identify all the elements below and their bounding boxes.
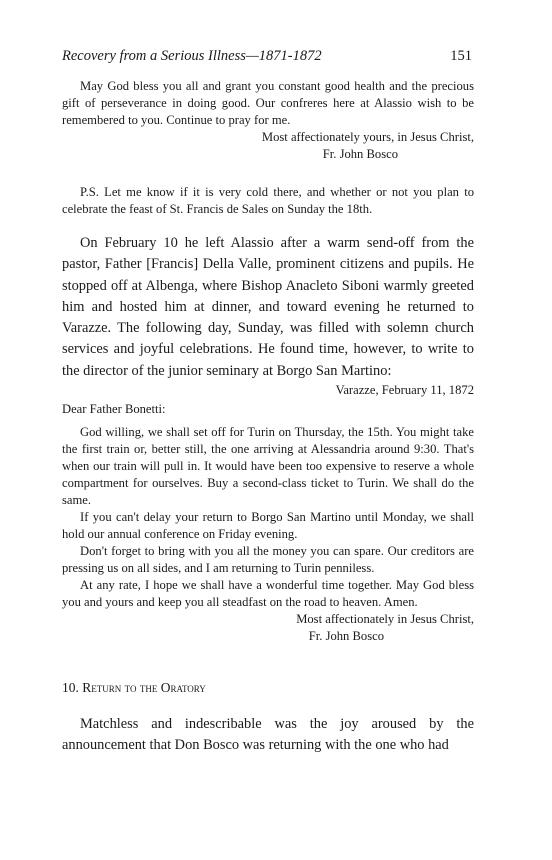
narrative — [62, 233, 474, 382]
letter-two-signoff — [62, 611, 474, 645]
running-header — [62, 48, 472, 65]
letter-two — [62, 382, 474, 645]
section-body — [62, 714, 474, 757]
section-title: Return to the Oratory — [82, 680, 206, 695]
section-paragraph: Matchless and indescribable was the joy aroused by the announcement that Don Bosco was returning with the one who had — [62, 716, 474, 754]
letter-one-signature: Fr. John Bosco — [322, 147, 398, 161]
letter-one-closing: Most affectionately yours, in Jesus Christ, — [261, 130, 474, 144]
postscript-text: P.S. Let me know if it is very cold there, and whether or not you plan to celebrate the feast of St. Francis de Sales on Sunday the 18th. — [62, 185, 474, 216]
letter-two-dateline: Varazze, February 11, 1872 — [335, 383, 474, 397]
narrative-paragraph: On February 10 he left Alassio after a warm send-off from the pastor, Father [Francis] Della Valle, prominent citizens and pupils. He stopped off at Albenga, where Bishop Anacleto Siboni warmly greeted him and hosted him at dinner, and toward evening he returned to Varazze. The following day, Sunday, was filled with solemn church services and joyful celebrations. He found time, however, to write to the director of the junior seminary at Borgo San Martino: — [62, 235, 474, 379]
running-title: Recovery from a Serious Illness—1871-1872 — [62, 48, 322, 64]
letter-one — [62, 78, 474, 163]
letter-two-signature: Fr. John Bosco — [308, 629, 384, 643]
letter-two-closing: Most affectionately in Jesus Christ, — [296, 612, 474, 626]
section-heading — [62, 680, 206, 696]
letter-two-paragraph: Don't forget to bring with you all the money you can spare. Our creditors are pressing us on all sides, and I am returning to Turin penniless. — [62, 544, 474, 575]
letter-one-signoff — [62, 129, 474, 163]
page-number: 151 — [450, 48, 472, 64]
letter-two-paragraph: If you can't delay your return to Borgo San Martino until Monday, we shall hold our annual conference on Friday evening. — [62, 510, 474, 541]
letter-two-paragraph: At any rate, I hope we shall have a wonderful time together. May God bless you and yours and keep you all steadfast on the road to heaven. Amen. — [62, 578, 474, 609]
letter-one-paragraph: May God bless you all and grant you constant good health and the precious gift of perseverance in doing good. Our confreres here at Alassio wish to be remembered to you. Continue to pray for me. — [62, 79, 474, 127]
letter-two-salutation: Dear Father Bonetti: — [62, 402, 166, 416]
section-number: 10. — [62, 680, 79, 695]
postscript — [62, 184, 474, 218]
letter-two-paragraph: God willing, we shall set off for Turin on Thursday, the 15th. You might take the first train or, better still, the one arriving at Alessandria around 9:30. That's when our train will pull in. It would have been too expensive to reserve a whole compartment for ourselves. Buy a second-class ticket to Turin. We shall do the same. — [62, 425, 474, 507]
